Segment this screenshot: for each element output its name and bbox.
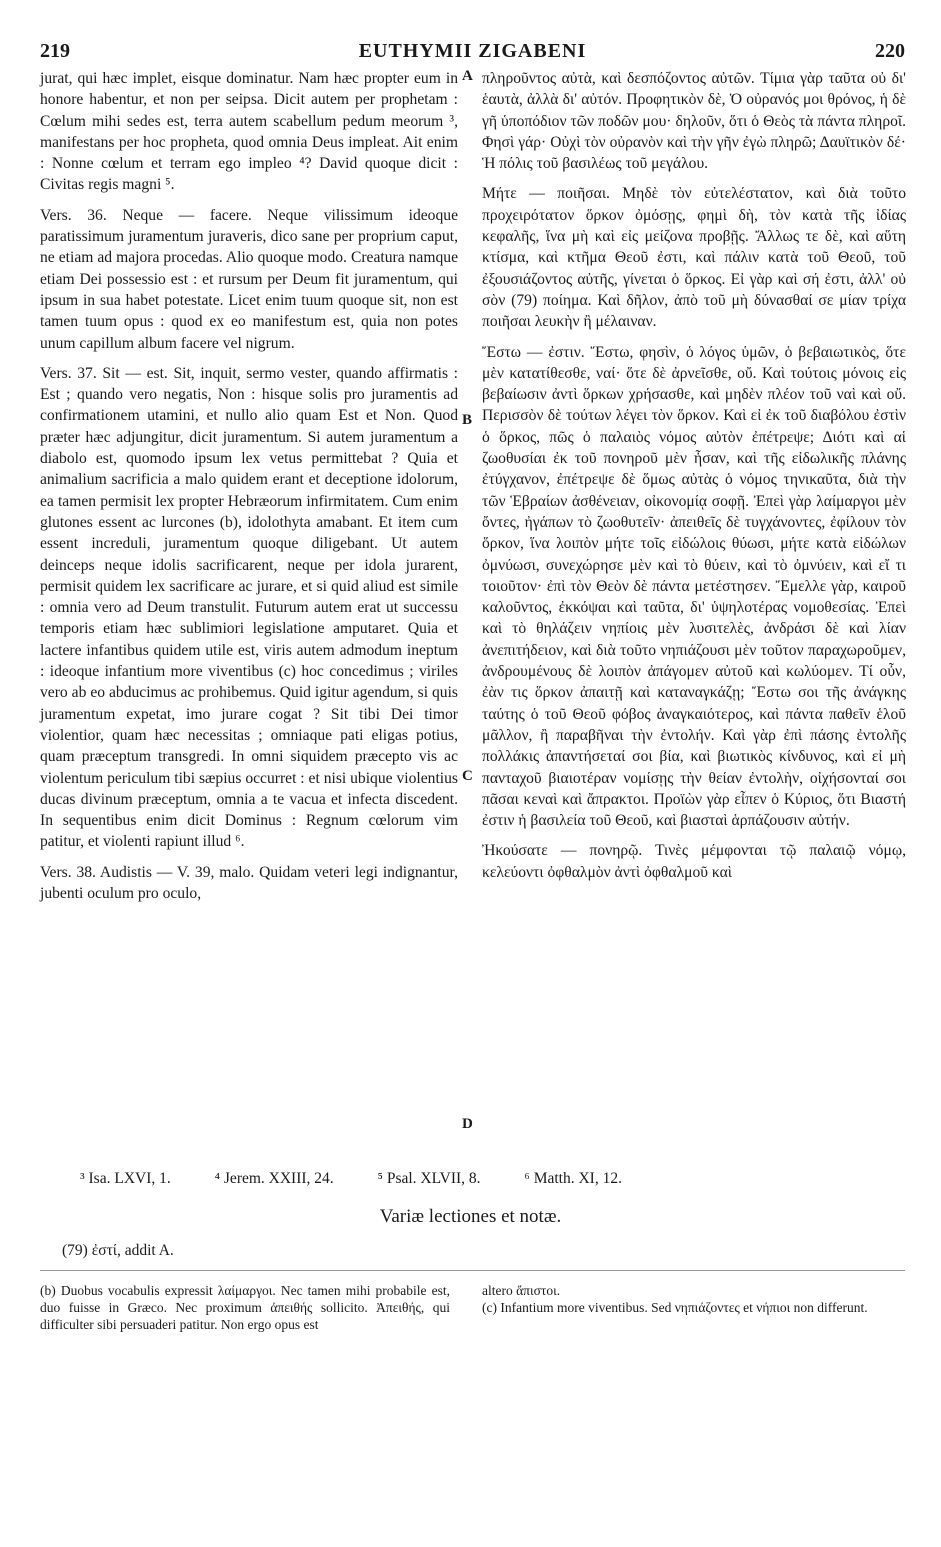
section-marker-b: B (462, 412, 473, 428)
running-title: EUTHYMII ZIGABENI (358, 40, 587, 62)
scripture-references (80, 1170, 900, 1188)
greek-paragraph: πληροῦντος αὐτὰ, καὶ δεσπόζοντος αὐτῶν. Τίμια γὰρ ταῦτα οὐ δι' ἑαυτὰ, ἀλλὰ δι' αὐτόν. Προφητικὸν δὲ, Ὁ οὐρανός μοι θρόνος, ἡ δὲ γῆ ὑποπόδιον τῶν ποδῶν μου· δηλοῦν, ὅτι ὁ Θεὸς τὰ πάντα πληροῖ. Φησὶ γάρ· Οὐχὶ τὸν οὐρανὸν καὶ τὴν γῆν ἐγὼ πληρῶ; Δαυϊτικὸν δέ· Ἡ πόλις τοῦ βασιλέως τοῦ μεγάλου. (482, 70, 906, 173)
reference: ⁴ Jerem. XXIII, 24. (214, 1170, 334, 1187)
page-number-left: 219 (40, 40, 70, 62)
greek-paragraph: Ἔστω — ἐστιν. Ἔστω, φησὶν, ὁ λόγος ὑμῶν, ὁ βεβαιωτικὸς, ὅτε μὲν κατατίθεσθε, ναί· ὅτε δὲ ἀρνεῖσθε, οὔ. Καὶ τούτοις μόνοις εἰς βεβαίωσιν ἀντὶ ὅρκων χρήσασθε, καὶ μηδὲν πλέον τοῦ ναὶ καὶ οὔ. Περισσὸν δὲ τούτων λέγει τὸν ὅρκον. Καὶ εἰ ἐκ τοῦ διαβόλου ἐστὶν ὁ ὅρκος, πῶς ὁ παλαιὸς νόμος αὐτὸν ἐπέτρεψε; Διότι καὶ αἱ ζωοθυσίαι ἐκ τοῦ πονηροῦ μὲν ἦσαν, καὶ τῆς εἰδωλικῆς πλάνης ἐτύγχανον, ἐπέτρεψε δὲ ὅμως αὐτὰς ὁ νόμος τηνικαῦτα, διὰ τὴν τῶν Ἑβραίων ἀσθένειαν, οἰκονομίᾳ σοφῇ. Ἐπεὶ γὰρ λαίμαργοι μὲν ὄντες, ἠγάπων τὸ ζωοθυτεῖν· ἀπειθεῖς δὲ τυγχάνοντες, ἐφίλουν τὸν ὅρκον, ἵνα λοιπὸν μήτε τοῖς εἰδώλοις θύωσι, μήτε κατὰ εἰδώλων ὀμνύωσι, συνεχώρησε μὲν καὶ τὸ θύειν, καὶ τὸ ὀμνύειν, καὶ εἴ τι τοιοῦτον· ἐπὶ τὸν Θεὸν δὲ πάντα μετέστησεν. Ἔμελλε γὰρ, καιροῦ καλοῦντος, ἐκκόψαι καὶ ταῦτα, δι' ὑψηλοτέρας νομοθεσίας. Ἐπεὶ καὶ τὸ θηλάζειν νηπίοις μὲν λυσιτελὲς, ἀνδράσι δὲ καὶ λίαν ἀνεπιτήδειον, καὶ διὰ τοῦτο νηπιάζουσι μὲν τοῦτον παραχωροῦμεν, ἀνδρουμένους δὲ λοιπὸν ἀπάγομεν αὐτοῦ καὶ κωλύομεν. Τί οὖν, ἐὰν τις ὅρκον ἀπαιτῇ καὶ καταναγκάζῃ; Ἔστω σοι τῆς ἀνάγκης ταύτης ὁ τοῦ Θεοῦ φόβος ἀναγκαιότερος, καὶ πάντα παθεῖν ἑλοῦ μᾶλλον, ἢ παραβῆναι τὴν ἐντολήν. Καὶ γὰρ ἐπὶ πάσης ἐντολῆς πολλάκις ἀπαντήσεταί σοι βία, καὶ βιωτικὸς κίνδυνος, καὶ εἰ μὴ πανταχοῦ βιαιοτέραν νομίσῃς τὴν θείαν ἐντολὴν, οἰχήσονταί σοι πᾶσαι κεναὶ καὶ ἄπρακτοι. Προϊὼν γὰρ εἶπεν ὁ Κύριος, ὅτι Βιαστή ἐστιν ἡ βασιλεία τοῦ Θεοῦ, καὶ βιασταὶ ἁρπάζουσιν αὐτήν. (482, 343, 906, 830)
section-marker-a: A (462, 68, 473, 84)
page-number-right: 220 (875, 40, 905, 62)
section-marker-c: C (462, 768, 473, 784)
latin-column (40, 68, 458, 904)
footnote-left (40, 1282, 450, 1333)
variant-note: (79) ἐστί, addit A. (62, 1242, 174, 1259)
footnote-b-continued: altero ἄπιστοι. (482, 1283, 561, 1298)
reference: ³ Isa. LXVI, 1. (80, 1170, 171, 1187)
greek-paragraph: Μήτε — ποιῆσαι. Μηδὲ τὸν εὐτελέστατον, καὶ διὰ τοῦτο προχειρότατον ὅρκον ὀμόσῃς, φημὶ δὴ, τὸν κατὰ τῆς ἰδίας κεφαλῆς, ἵνα μὴ καὶ εἰς μείζονα προβῇς. Ἄλλως τε δὲ, καὶ αὕτη κτίσμα, καὶ κτῆμα Θεοῦ ἐστι, καὶ πάλιν κατὰ τοῦ Θεοῦ, τοῦ ἐξουσιάζοντος αὐτῆς, γίνεται ὁ ὅρκος. Εἰ γὰρ καὶ σή ἐστι, ἀλλ' οὐ σὸν (79) ποίημα. Καὶ δῆλον, ἀπὸ τοῦ μὴ δύνασθαί σε μίαν τρίχα ποιῆσαι λευκὴν ἢ μέλαιναν. (482, 185, 906, 331)
reference: ⁶ Matth. XI, 12. (524, 1170, 622, 1187)
reference: ⁵ Psal. XLVII, 8. (377, 1170, 481, 1187)
latin-paragraph: Vers. 36. Neque — facere. Neque vilissimum ideoque paratissimum juramentum juraveris, dico sane per proprium caput, ne etiam ad majora procedas. Alio quoque modo. Creatura namque etiam Dei possessio est : et rursum per Deum fit juramentum, qui ipsum in sua habet potestate. Licet enim tuum quoque sit, non est tamen tuum opus : quod ex eo manifestum est, quia non potes unum capillum album facere vel nigrum. (40, 206, 458, 352)
footnote-b: (b) Duobus vocabulis expressit λαίμαργοι. Nec tamen mihi probabile est, duo fuisse in Græco. Nec proximum ἀπειθής sollicito. Ἀπειθής, qui difficulter sibi persuaderi patitur. Non ergo opus est (40, 1283, 450, 1332)
greek-paragraph: Ἠκούσατε — πονηρῷ. Τινὲς μέμφονται τῷ παλαιῷ νόμῳ, κελεύοντι ὀφθαλμὸν ἀντὶ ὀφθαλμοῦ καὶ (482, 842, 906, 881)
latin-paragraph: Vers. 37. Sit — est. Sit, inquit, sermo vester, quando affirmatis : Est ; quando vero negatis, Non : hisque solis pro juramentis ad confirmationem utamini, et nullo alio quam Est et Non. Quod præter hæc adjungitur, dicit juramentum. Si autem juramentum a diabolo est, quomodo ipsum lex vetus permittebat ? Quia et animalium sacrificia a malo quidem erant et deceptione idolorum, ea tamen permisit lex propter Hebræorum infirmitatem. Cum enim glutones essent ac lurcones (b), idolothyta amabant. Et item cum essent increduli, juramentum quoque diligebant. Ut autem deinceps neque idolis sacrificarent, neque per idola jurarent, permisit quidem lex sacrificare ac jurare, et si quid aliud est simile : omnia vero ad Deum transtulit. Futurum autem erat ut successu temporis etiam hæc sublimiori legislatione amputaret. Quia et lactere infantibus quidem utile est, viris autem admodum ineptum : ideoque infantium more viventibus (c) hoc concedimus ; viriles vero ab eo abducimus ac prohibemus. Quid igitur agendum, si quis juramentum expetat, imo jurare cogat ? Sit tibi Dei timor violentior, quam hæc necessitas ; omniaque pati eligas potius, quam præceptum transgredi. In omni siquidem præcepto vis ac violentum periculum tibi sæpius occurret : et nisi ubique violentius ducas divinum præceptum, omnia a te vacua et infecta discedent. In sequentibus enim dicit Dominus : Regnum cœlorum vim patitur, et violenti rapiunt illud ⁶. (40, 364, 458, 851)
footnote-c: (c) Infantium more viventibus. Sed νηπιάζοντες et νήπιοι non differunt. (482, 1300, 868, 1315)
footnote-right (482, 1282, 902, 1316)
page-header (40, 40, 905, 64)
latin-paragraph: jurat, qui hæc implet, eisque dominatur. Nam hæc propter eum in honore habentur, et non per seipsa. Dicit autem per prophetam : Cœlum mihi sedes est, terra autem scabellum pedum meorum ³, manifestans per hoc propheta, quod omnia Deus impleat. Ait enim : Nonne cœlum et terram ego impleo ⁴? David quoque dicit : Civitas regis magni ⁵. (40, 70, 458, 194)
notes-heading: Variæ lectiones et notæ. (379, 1206, 562, 1227)
latin-paragraph: Vers. 38. Audistis — V. 39, malo. Quidam veteri legi indignantur, jubenti oculum pro oculo, (40, 863, 458, 902)
greek-column (482, 68, 906, 883)
section-marker-d: D (462, 1116, 473, 1132)
footnote-divider (40, 1270, 905, 1271)
